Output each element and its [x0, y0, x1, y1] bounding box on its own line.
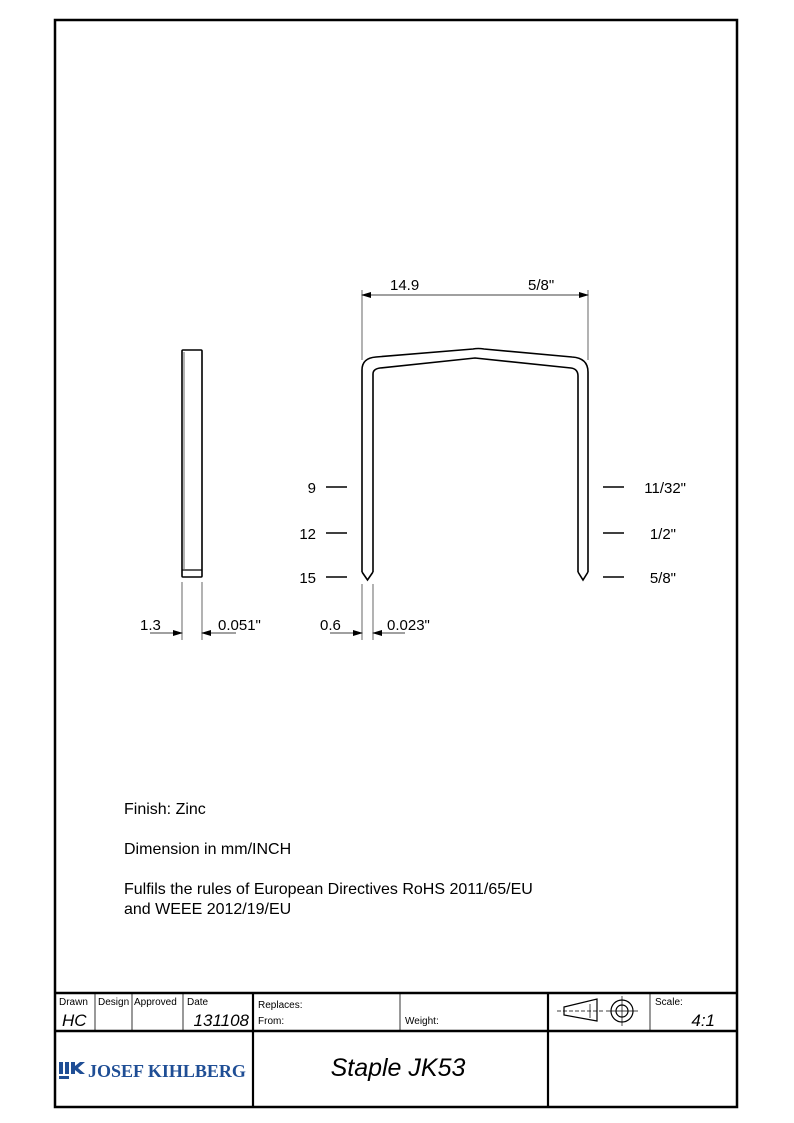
leg-label-in-5-8: 5/8": [649, 570, 676, 587]
wire-thickness-in: 0.023": [387, 617, 430, 634]
rohs-note-line2: and WEEE 2012/19/EU: [124, 901, 292, 918]
staple-side-view: [140, 350, 261, 640]
company-logo: [59, 1061, 246, 1081]
leg-label-mm-12: 12: [299, 526, 316, 543]
projection-symbol-icon: [557, 996, 638, 1026]
leg-label-in-1-2: 1/2": [649, 526, 676, 543]
weight-label: Weight:: [405, 1016, 439, 1027]
drawn-label: Drawn: [59, 997, 88, 1008]
replaces-label: Replaces:: [258, 1000, 303, 1011]
notes-block: [124, 801, 533, 918]
scale-value: 4:1: [691, 1011, 715, 1030]
date-value: 131108: [193, 1011, 249, 1030]
finish-note: Finish: Zinc: [124, 801, 206, 818]
leg-label-mm-9: 9: [307, 480, 316, 497]
design-label: Design: [98, 997, 130, 1008]
scale-label: Scale:: [655, 997, 683, 1008]
drawn-value: HC: [62, 1011, 87, 1030]
leg-label-in-11-32: 11/32": [644, 480, 686, 497]
date-label: Date: [187, 997, 209, 1008]
from-label: From:: [258, 1016, 285, 1027]
company-name: JOSEF KIHLBERG: [88, 1061, 246, 1081]
top-width-mm: 14.9: [390, 277, 420, 294]
staple-front-view: [299, 277, 686, 640]
rohs-note-line1: Fulfils the rules of European Directives RoHS 2011/65/EU: [124, 881, 533, 898]
title-block: [55, 993, 737, 1107]
approved-label: Approved: [134, 997, 177, 1008]
side-width-in: 0.051": [218, 617, 261, 634]
kihlberg-logo-icon: [59, 1062, 85, 1079]
dimension-note: Dimension in mm/INCH: [124, 841, 292, 858]
side-width-mm: 1.3: [140, 617, 161, 634]
wire-thickness-mm: 0.6: [320, 617, 341, 634]
leg-label-mm-15: 15: [299, 570, 316, 587]
top-width-in: 5/8": [528, 277, 555, 294]
sheet-border: [55, 20, 737, 1107]
drawing-title: Staple JK53: [330, 1054, 466, 1082]
